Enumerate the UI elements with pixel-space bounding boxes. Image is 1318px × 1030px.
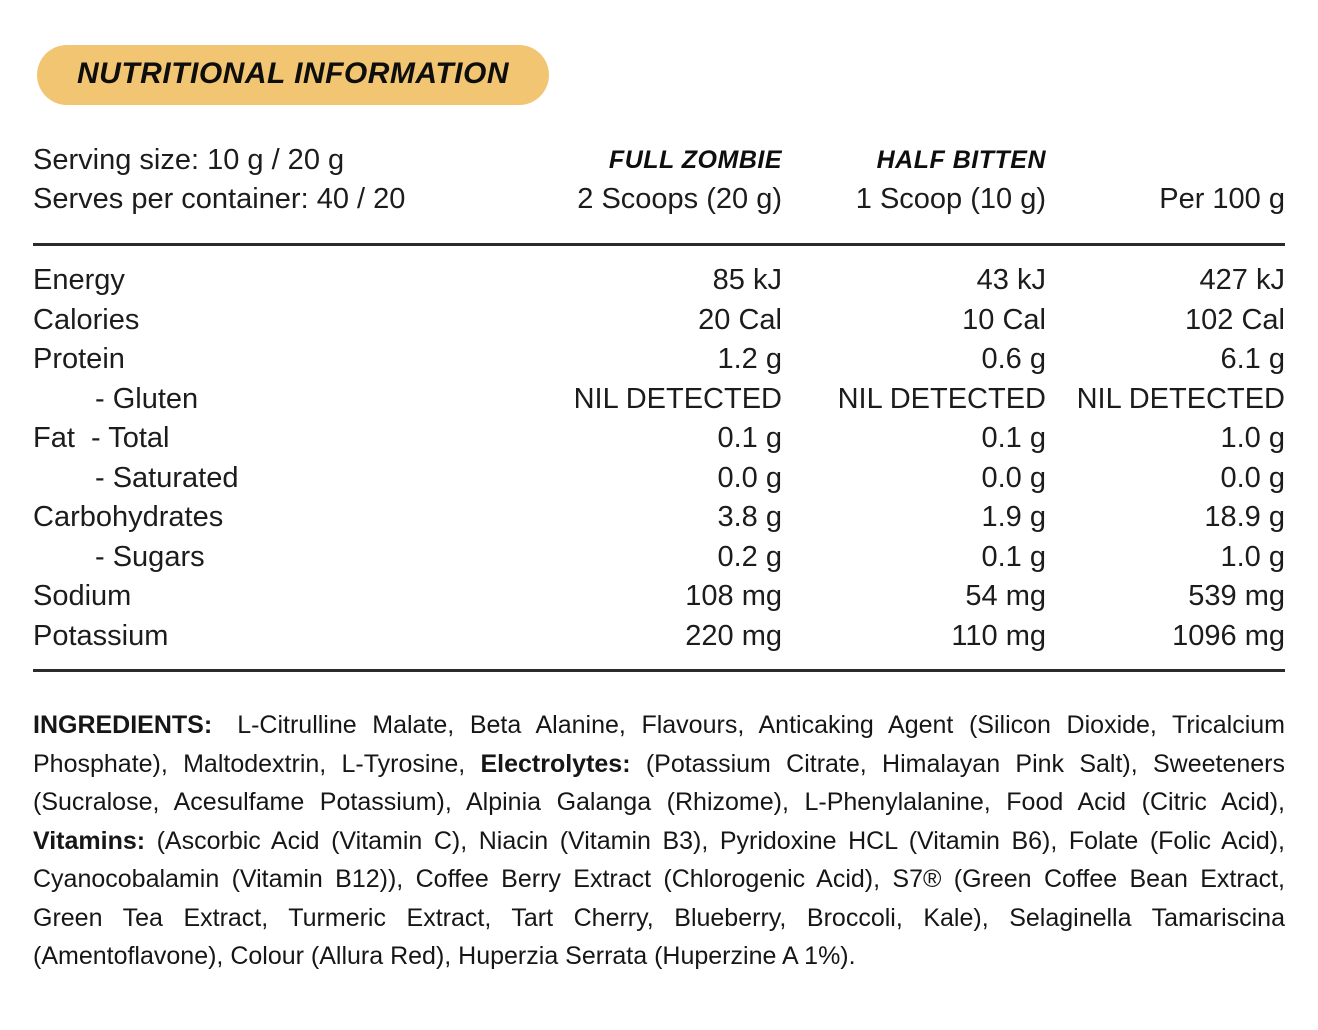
nutrient-value: 110 mg — [951, 619, 1046, 652]
nutrient-value: 0.1 g — [717, 422, 782, 454]
divider-top — [33, 243, 1285, 246]
nutrient-value: 18.9 g — [1204, 501, 1285, 533]
nutrient-label: - Gluten — [95, 382, 199, 415]
serves-per-container: Serves per container: 40 / 20 — [33, 183, 406, 215]
nutrient-value: NIL DETECTED — [1076, 382, 1285, 415]
serving-size: Serving size: 10 g / 20 g — [33, 144, 345, 176]
column-subtitle: 1 Scoop (10 g) — [855, 183, 1046, 215]
column-name: FULL ZOMBIE — [608, 146, 782, 174]
table-header — [33, 141, 1285, 219]
nutrient-value: 102 Cal — [1185, 303, 1285, 336]
nutrient-value: 20 Cal — [698, 303, 782, 336]
nutrient-value: 6.1 g — [1220, 343, 1285, 375]
nutrient-value: 10 Cal — [962, 303, 1046, 336]
page-title: NUTRITIONAL INFORMATION — [77, 57, 510, 90]
nutrient-value: NIL DETECTED — [837, 382, 1046, 415]
nutrient-label: Sodium — [33, 580, 132, 612]
nutrient-value: 0.0 g — [717, 461, 782, 494]
nutrient-label: - Saturated — [95, 461, 239, 494]
nutrient-value: 1.0 g — [1220, 422, 1285, 454]
column-subtitle: 2 Scoops (20 g) — [577, 183, 782, 215]
nutrient-value: 220 mg — [685, 619, 782, 652]
column-name: HALF BITTEN — [876, 146, 1046, 174]
nutrient-value: 85 kJ — [712, 264, 782, 296]
column-head-per-100g — [1046, 141, 1285, 219]
nutrient-label: - Sugars — [95, 540, 205, 573]
nutrient-value: 108 mg — [685, 580, 782, 612]
nutrient-value: 1.9 g — [981, 501, 1046, 533]
nutrient-value: 1096 mg — [1172, 619, 1285, 652]
serving-info — [33, 141, 530, 219]
nutrient-value: 43 kJ — [976, 264, 1046, 296]
nutrient-value: 3.8 g — [717, 501, 782, 533]
nutrient-value: 0.0 g — [1220, 461, 1285, 494]
nutrient-label: Fat - Total — [33, 422, 170, 454]
nutrient-value: 1.0 g — [1220, 540, 1285, 573]
ingredients-paragraph: INGREDIENTS: L-Citrulline Malate, Beta Alanine, Flavours, Anticaking Agent (Silicon Dioxide, Tricalcium Phosphate), Maltodextrin, L-Tyrosine, Electrolytes: (Potassium Citrate, Himalayan Pink Salt), Sweeteners (Sucralose, Acesulfame Potassium), Alpinia Galanga (Rhizome), L-Phenylalanine, Food Acid (Citric Acid), Vitamins: (Ascorbic Acid (Vitamin C), Niacin (Vitamin B3), Pyridoxine HCL (Vitamin B6), Folate (Folic Acid), Cyanocobalamin (Vitamin B12)), Coffee Berry Extract (Chlorogenic Acid), S7® (Green Coffee Bean Extract, Green Tea Extract, Turmeric Extract, Tart Cherry, Blueberry, Broccoli, Kale), Selaginella Tamariscina (Amentoflavone), Colour (Allura Red), Huperzia Serrata (Huperzine A 1%). — [33, 711, 1285, 970]
nutrient-label: Energy — [33, 264, 125, 296]
divider-bottom — [33, 669, 1285, 672]
nutrient-value: 0.1 g — [981, 422, 1046, 454]
nutrient-value: 427 kJ — [1199, 264, 1285, 296]
nutrition-table — [33, 261, 1285, 656]
column-head-half-bitten — [782, 141, 1046, 219]
nutrient-value: 0.6 g — [981, 343, 1046, 375]
nutrient-value: NIL DETECTED — [573, 382, 782, 415]
nutrient-value: 0.1 g — [981, 540, 1046, 573]
nutrient-label: Protein — [33, 343, 125, 375]
nutrient-value: 0.0 g — [981, 461, 1046, 494]
nutrient-label: Carbohydrates — [33, 501, 224, 533]
title-badge — [37, 45, 549, 105]
nutrient-value: 539 mg — [1188, 580, 1285, 612]
nutrient-label: Potassium — [33, 619, 169, 652]
nutrient-label: Calories — [33, 303, 140, 336]
nutrient-value: 0.2 g — [717, 540, 782, 573]
column-head-full-zombie — [530, 141, 782, 219]
column-name — [1046, 141, 1285, 180]
nutrient-value: 54 mg — [965, 580, 1046, 612]
nutrient-value: 1.2 g — [717, 343, 782, 375]
column-subtitle: Per 100 g — [1159, 183, 1285, 215]
